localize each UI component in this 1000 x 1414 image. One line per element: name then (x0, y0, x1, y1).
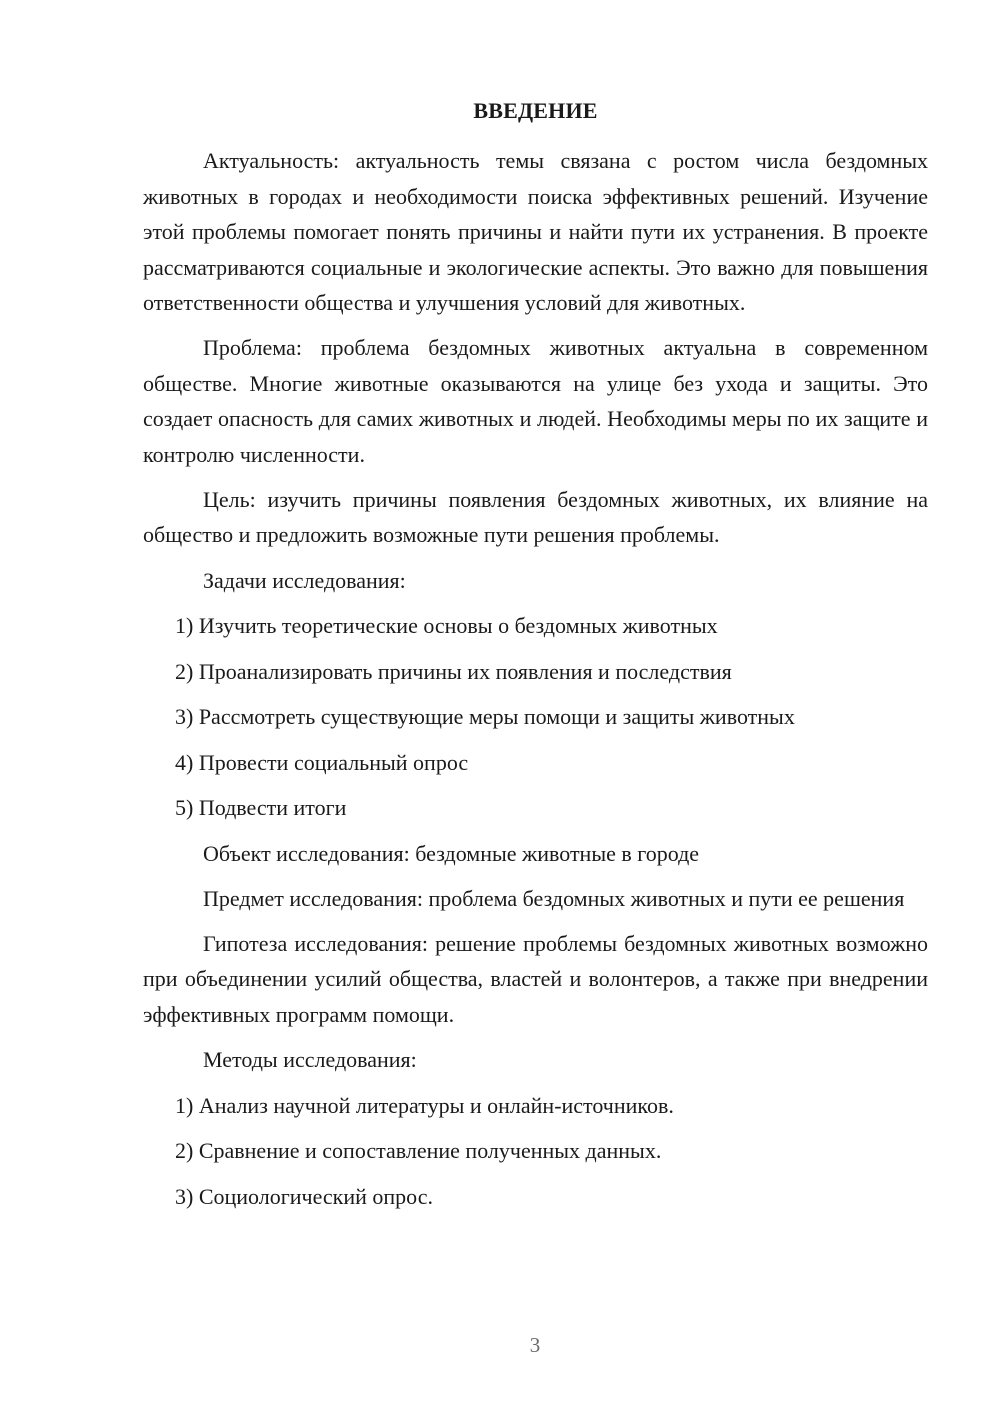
tasks-list (143, 608, 928, 826)
paragraph-goal: Цель: изучить причины появления бездомных животных, их влияние на общество и предложить возможные пути решения проблемы. (143, 486, 928, 547)
page-number: 3 (529, 1333, 541, 1357)
list-item-method-1: 1) Анализ научной литературы и онлайн-источников. (175, 1092, 674, 1118)
list-item-method-3: 3) Социологический опрос. (175, 1183, 433, 1209)
list-item-task-4: 4) Провести социальный опрос (175, 749, 469, 775)
research-object: Объект исследования: бездомные животные в городе (203, 840, 700, 866)
list-item-task-5: 5) Подвести итоги (175, 795, 347, 820)
tasks-heading: Задачи исследования: (203, 567, 406, 593)
research-subject: Предмет исследования: проблема бездомных животных и пути ее решения (203, 885, 905, 911)
paragraph-problem: Проблема: проблема бездомных животных актуальна в современном обществе. Многие животные оказываются на улице без ухода и защиты. Это создает опасность для самих животных и людей. Необходимы меры по их защите и контролю численности. (143, 335, 928, 467)
methods-heading: Методы исследования: (203, 1047, 417, 1072)
list-item-task-2: 2) Проанализировать причины их появления и последствия (175, 658, 732, 684)
paragraph-relevance: Актуальность: актуальность темы связана с ростом числа бездомных животных в городах и необходимости поиска эффективных решений. Изучение этой проблемы помогает понять причины и найти пути их устранения. В проекте рассматриваются социальные и экологические аспекты. Это важно для повышения ответственности общества и улучшения условий для животных. (143, 148, 928, 315)
research-hypothesis: Гипотеза исследования: решение проблемы бездомных животных возможно при объединении усилий общества, властей и волонтеров, а также при внедрении эффективных программ помощи. (143, 930, 928, 1027)
list-item-method-2: 2) Сравнение и сопоставление полученных данных. (175, 1138, 662, 1163)
methods-list (143, 1088, 928, 1215)
list-item-task-1: 1) Изучить теоретические основы о бездомных животных (175, 613, 718, 638)
page-title: ВВЕДЕНИЕ (473, 98, 598, 123)
list-item-task-3: 3) Рассмотреть существующие меры помощи и защиты животных (175, 704, 795, 729)
page-content (143, 96, 928, 1214)
